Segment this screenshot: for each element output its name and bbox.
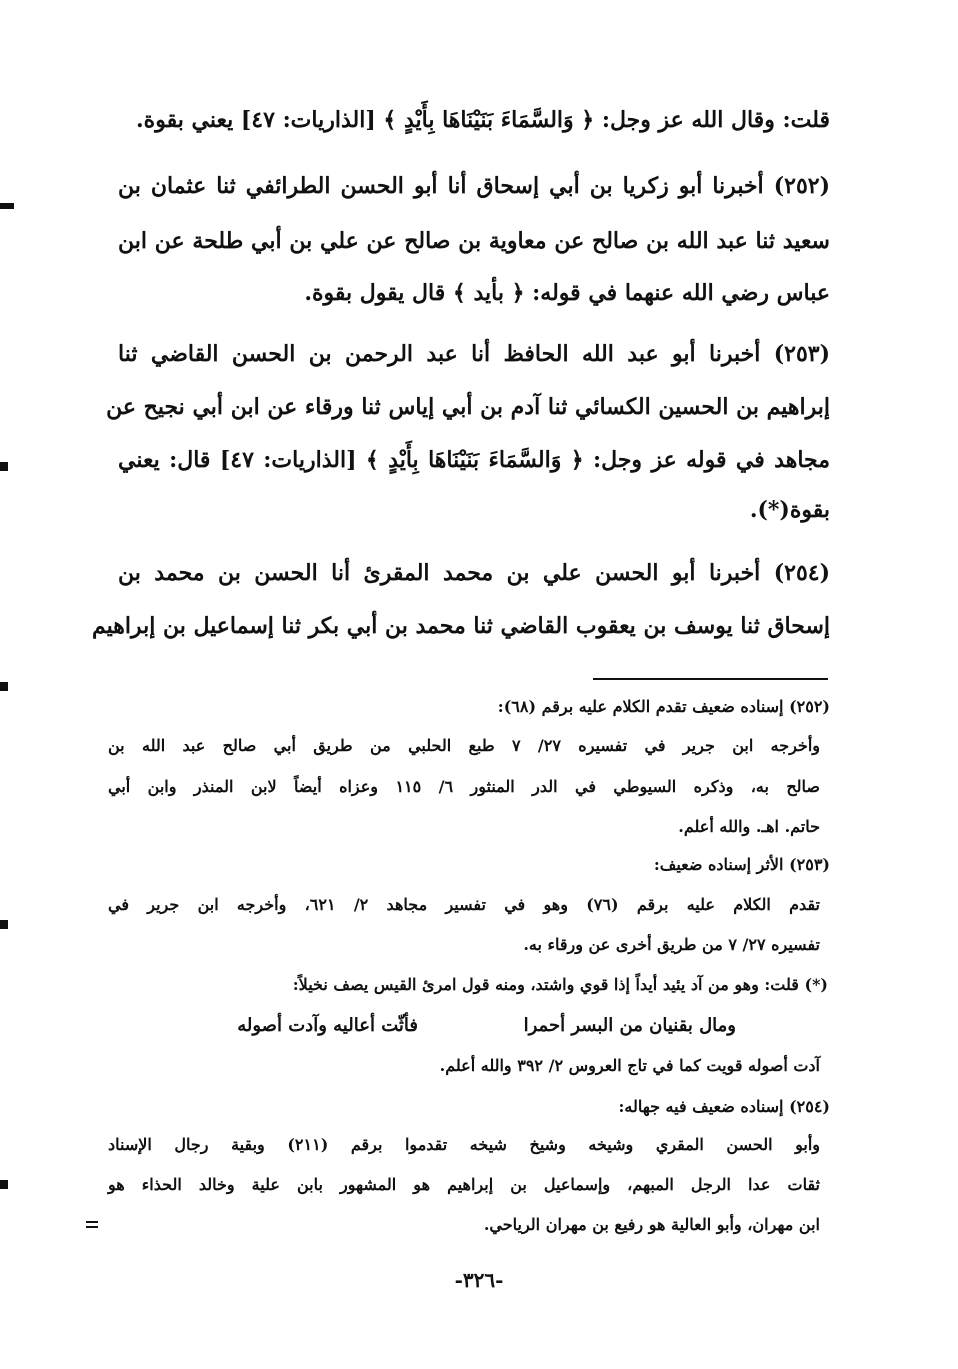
hadith-253-line-1: (٢٥٣) أخبرنا أبو عبد الله الحافظ أنا عبد الرحمن بن الحسن القاضي ثنا: [118, 341, 830, 367]
scan-mark: [0, 920, 8, 929]
note-star-conclusion: آدت أصوله قويت كما في تاج العروس ٢/ ٣٩٢ والله أعلم.: [439, 1056, 820, 1075]
hadith-253-line-2: إبراهيم بن الحسين الكسائي ثنا آدم بن أبي إياس ثنا ورقاء عن ابن أبي نجيح عن: [106, 394, 830, 420]
scan-mark: [0, 1180, 8, 1189]
footnote-254-line-2: ثقات عدا الرجل المبهم، وإسماعيل بن إبراهيم هو المشهور بابن علية وخالد الحذاء هو: [108, 1175, 820, 1194]
scan-mark: [0, 462, 8, 471]
hadith-252-line-2: سعيد ثنا عبد الله بن صالح عن معاوية بن صالح عن علي بن أبي طلحة عن ابن: [118, 228, 830, 254]
footnote-253-heading: (٢٥٣) الأثر إسناده ضعيف:: [653, 855, 830, 874]
footnote-254-line-1: وأبو الحسن المقري وشيخه وشيخ شيخه تقدموا برقم (٢١١) وبقية رجال الإسناد: [108, 1135, 820, 1154]
page-number: -٣٢٦-: [454, 1268, 504, 1292]
hadith-253-line-4: بقوة(*).: [749, 497, 830, 523]
hadith-252-line-1: (٢٥٢) أخبرنا أبو زكريا بن أبي إسحاق أنا أبو الحسن الطرائفي ثنا عثمان بن: [118, 173, 830, 199]
scan-mark: [0, 203, 14, 209]
footnote-252-line-3: حاتم. اهـ. والله أعلم.: [678, 817, 820, 836]
hadith-253-line-3: مجاهد في قوله عز وجل: ﴿ وَالسَّمَاءَ بَنَيْنَاهَا بِأَيْدٍ ﴾ [الذاريات: ٤٧] قال: يعني: [118, 447, 831, 473]
footnote-253-line-1: تقدم الكلام عليه برقم (٧٦) وهو في تفسير مجاهد ٢/ ٦٢١، وأخرجه ابن جرير في: [108, 895, 821, 914]
hadith-252-line-3: عباس رضي الله عنهما في قوله: ﴿ بأيد ﴾ قال يقول بقوة.: [304, 280, 830, 306]
footnote-252-heading: (٢٥٢) إسناده ضعيف تقدم الكلام عليه برقم (٦٨):: [497, 697, 830, 716]
verse-first-hemistich: فأثّت أعاليه وآدت أصوله: [237, 1015, 418, 1036]
scan-mark: [86, 1221, 98, 1223]
hadith-254-line-2: إسحاق ثنا يوسف بن يعقوب القاضي ثنا محمد بن أبي بكر ثنا إسماعيل بن إبراهيم: [91, 613, 830, 639]
footnote-252-line-2: صالح به، وذكره السيوطي في الدر المنثور ٦/ ١١٥ وعزاه أيضاً لابن المنذر وابن أبي: [108, 777, 820, 796]
intro-line: قلت: وقال الله عز وجل: ﴿ وَالسَّمَاءَ بَنَيْنَاهَا بِأَيْدٍ ﴾ [الذاريات: ٤٧] يعني بقوة.: [136, 107, 830, 133]
footnote-254-line-3: ابن مهران، وأبو العالية هو رفيع بن مهران الرياحي.: [483, 1215, 820, 1234]
scan-mark: [0, 682, 8, 691]
verse-second-hemistich: ومال بقنيان من البسر أحمرا: [523, 1015, 736, 1036]
footnote-252-line-1: وأخرجه ابن جرير في تفسيره ٢٧/ ٧ طبع الحلبي من طريق أبي صالح عبد الله بن: [108, 736, 820, 755]
footnote-separator: [593, 678, 828, 680]
note-star-line: (*) قلت: وهو من آد يئيد أيداً إذا قوي واشتد، ومنه قول امرئ القيس يصف نخيلاً:: [292, 975, 828, 994]
hadith-254-line-1: (٢٥٤) أخبرنا أبو الحسن علي بن محمد المقرئ أنا الحسن بن محمد بن: [118, 560, 830, 586]
scan-mark: [86, 1226, 98, 1228]
footnote-254-heading: (٢٥٤) إسناده ضعيف فيه جهاله:: [618, 1097, 830, 1116]
footnote-253-line-2: تفسيره ٢٧/ ٧ من طريق أخرى عن ورقاء به.: [523, 935, 820, 954]
